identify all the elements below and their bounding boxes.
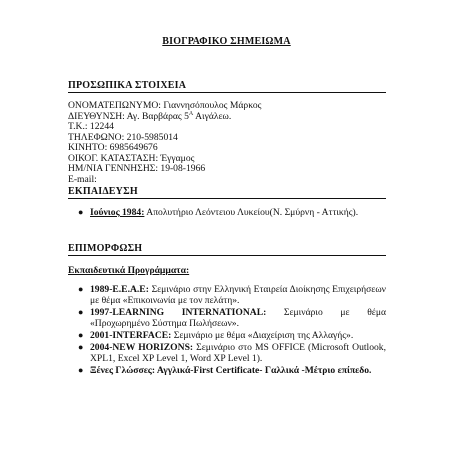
training-section: [68, 243, 386, 377]
bullet-icon: ●: [78, 365, 84, 375]
personal-details: [68, 101, 386, 185]
education-date: Ιούνιος 1984:: [90, 207, 145, 218]
training-label: 1989-Ε.Ε.Α.Ε:: [90, 284, 149, 295]
bullet-icon: ●: [78, 307, 84, 317]
education-list: [68, 207, 386, 218]
address-main: ΔΙΕΥΘΥΝΣΗ: Αγ. Βαρβάρας 5: [68, 110, 189, 122]
education-section: [68, 186, 386, 219]
birthdate-line: ΗΜ/ΝΙΑ ΓΕΝΝΗΣΗΣ: 19-08-1966: [68, 163, 206, 174]
address-superscript: Α: [188, 110, 194, 117]
training-heading: ΕΠΙΜΟΡΦΩΣΗ: [68, 243, 386, 256]
bullet-icon: ●: [78, 330, 84, 340]
document-title: ΒΙΟΓΡΑΦΙΚΟ ΣΗΜΕΙΩΜΑ: [162, 36, 291, 47]
training-label: 2001-INTERFACE:: [90, 330, 172, 341]
training-subheading: Εκπαιδευτικά Προγράμματα:: [68, 265, 190, 276]
training-item: [68, 365, 386, 376]
training-text: Σεμινάριο με θέμα «Διαχείριση της Αλλαγής».: [171, 330, 354, 341]
full-name-line: ΟΝΟΜΑΤΕΠΩΝΥΜΟ: Γιαννησόπουλος Μάρκος: [68, 100, 262, 111]
training-list: [68, 284, 386, 376]
address-suffix: Αιγάλεω.: [193, 110, 232, 122]
address-line: [68, 112, 386, 123]
training-label: 2004-NEW HORIZONS:: [90, 342, 194, 353]
personal-heading: ΠΡΟΣΩΠΙΚΑ ΣΤΟΙΧΕΙΑ: [68, 80, 386, 93]
training-text: Σεμινάριο στην Ελληνική Εταιρεία Διοίκησης Επιχειρήσεων με θέμα «Επικοινωνία με τον πελάτη».: [90, 284, 386, 306]
bullet-icon: ●: [78, 284, 84, 294]
training-item: [68, 330, 386, 341]
marital-status-line: ΟΙΚΟΓ. ΚΑΤΑΣΤΑΣΗ: Έγγαμος: [68, 152, 195, 164]
languages-label: Ξένες Γλώσσες: Αγγλικά-First Certificate- Γαλλικά -Μέτριο επίπεδο.: [90, 365, 372, 376]
education-item: [68, 207, 386, 218]
bullet-icon: ●: [78, 207, 84, 217]
phone-line: ΤΗΛΕΦΩΝΟ: 210-5985014: [68, 131, 178, 143]
training-label: 1997-LEARNING INTERNATIONAL:: [90, 307, 267, 318]
education-heading: ΕΚΠΑΙΔΕΥΣΗ: [68, 186, 386, 199]
postcode-line: Τ.Κ.: 12244: [68, 121, 114, 132]
training-text: Σεμινάριο με θέμα «Προχωρημένο Σύστημα Πωλήσεων».: [90, 307, 386, 329]
training-item: [68, 342, 386, 364]
personal-section: [68, 80, 386, 185]
training-text: Σεμινάριο στο MS OFFICE (Microsoft Outlook, XPL1, Excel XP Level 1, Word XP Level 1).: [90, 342, 386, 364]
training-item: [68, 307, 386, 329]
email-line: E-mail:: [68, 173, 97, 185]
mobile-line: ΚΙΝΗΤΟ: 6985649676: [68, 142, 158, 153]
education-text: Απολυτήριο Λεόντειου Λυκείου(Ν. Σμύρνη - Αττικής).: [144, 207, 359, 218]
bullet-icon: ●: [78, 342, 84, 352]
training-item: [68, 284, 386, 306]
